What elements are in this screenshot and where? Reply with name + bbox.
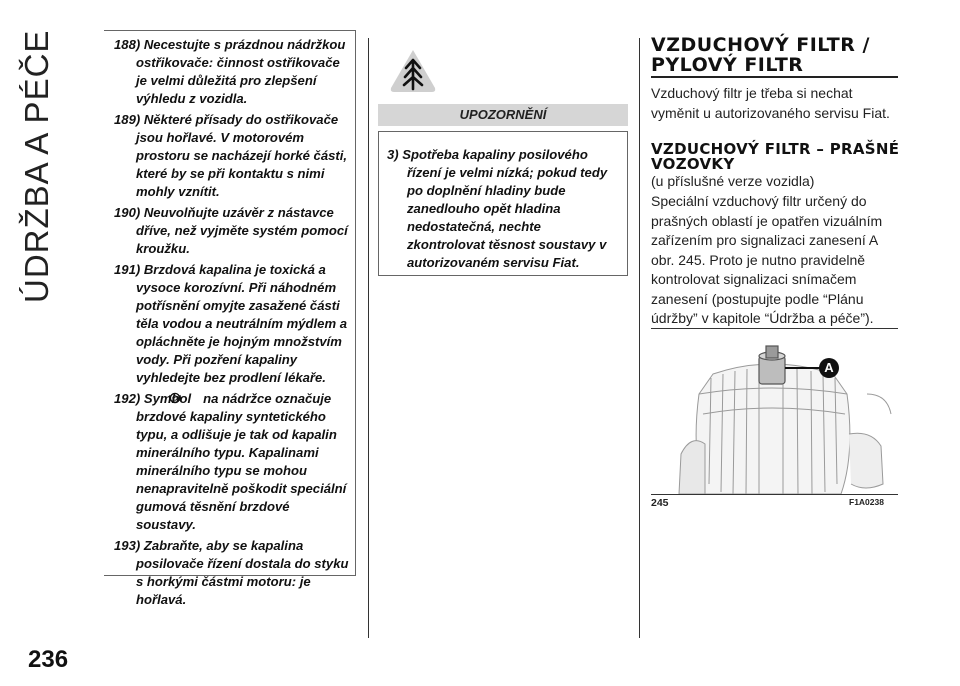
figure-bottom-rule xyxy=(651,494,898,495)
page-number: 236 xyxy=(28,646,69,673)
notice-box xyxy=(378,131,628,276)
callout-a-label: A xyxy=(824,360,834,375)
heading-underline xyxy=(651,76,898,78)
subheading-dusty-roads: VZDUCHOVÝ FILTR – PRAŠNÉ VOZOVKY xyxy=(651,140,900,173)
warnings-box xyxy=(104,30,356,607)
section-heading-air-filter: VZDUCHOVÝ FILTR / PYLOVÝ FILTR xyxy=(651,34,870,76)
hazard-tree-icon xyxy=(388,48,438,94)
warning-item-191: 191) Brzdová kapalina je toxická a vysoce korozívní. Při náhodném potřísnění omyjte zasažené části těla vodou a neutrálním mýdlem a opláchněte je hojným množstvím vody. Při pozření kapaliny vyhledejte bez prodlení lékaře. xyxy=(114,262,348,385)
warning-item-192-lead: 192) Symbol xyxy=(114,391,192,406)
chapter-side-title: ÚDRŽBA A PÉČE xyxy=(18,30,55,304)
air-filter-illustration xyxy=(651,334,898,494)
warnings-box-top-rule xyxy=(104,30,355,31)
warning-item-192 xyxy=(114,390,349,534)
warnings-list xyxy=(104,30,355,609)
warning-item-189: 189) Některé přísady do ostřikovače jsou hořlavé. V motorovém prostoru se nacházejí horké části, které by se při kontaktu s nimi mohly vznítit. xyxy=(114,112,348,199)
figure-number: 245 xyxy=(651,497,669,509)
brake-fluid-symbol-icon xyxy=(191,391,203,403)
figure-code: F1A0238 xyxy=(849,497,884,507)
notice-heading: UPOZORNĚNÍ xyxy=(378,104,628,126)
figure-top-rule xyxy=(651,328,898,329)
notice-text: 3) Spotřeba kapaliny posilového řízení je velmi nízká; pokud tedy po doplnění hladiny bude zanedlouho opět hladina nedostatečná, nechte zkontrolovat těsnost soustavy v autorizovaném servisu Fiat. xyxy=(387,147,608,270)
air-filter-paragraph: Vzduchový filtr je třeba si nechat vyměnit u autorizovaného servisu Fiat. xyxy=(651,85,890,121)
warning-item-188: 188) Necestujte s prázdnou nádržkou ostřikovače: činnost ostřikovače je velmi důležitá pro zlepšení výhledu z vozidla. xyxy=(114,37,346,106)
dusty-filter-paragraph: Speciální vzduchový filtr určený do prašných oblastí je opatřen vizuálním zařízením pro signalizaci zanesení A obr. 245. Proto je nutno pravidelně kontrolovat signalizaci snímačem zanesení (postupujte podle “Plánu údržby” v kapitole “Údržba a péče”). xyxy=(651,193,883,326)
column-divider-right xyxy=(639,38,640,638)
warning-item-193: 193) Zabraňte, aby se kapalina posilovače řízení dostala do styku s horkými částmi motoru: je hořlavá. xyxy=(114,538,349,607)
column-divider-left xyxy=(368,38,369,638)
warning-item-192-rest: na nádržce označuje brzdové kapaliny syntetického typu, a odlišuje je tak od kapalin minerálního typu. Kapalinami minerálního typu se mohou nenapravitelně poškodit speciální gumová těsnění brzdové soustavy. xyxy=(136,391,347,532)
warning-item-190: 190) Neuvolňujte uzávěr z nástavce dříve, než vyjměte systém pomocí kroužku. xyxy=(114,205,348,256)
version-note: (u příslušné verze vozidla) xyxy=(651,173,815,189)
air-filter-figure xyxy=(651,334,898,494)
